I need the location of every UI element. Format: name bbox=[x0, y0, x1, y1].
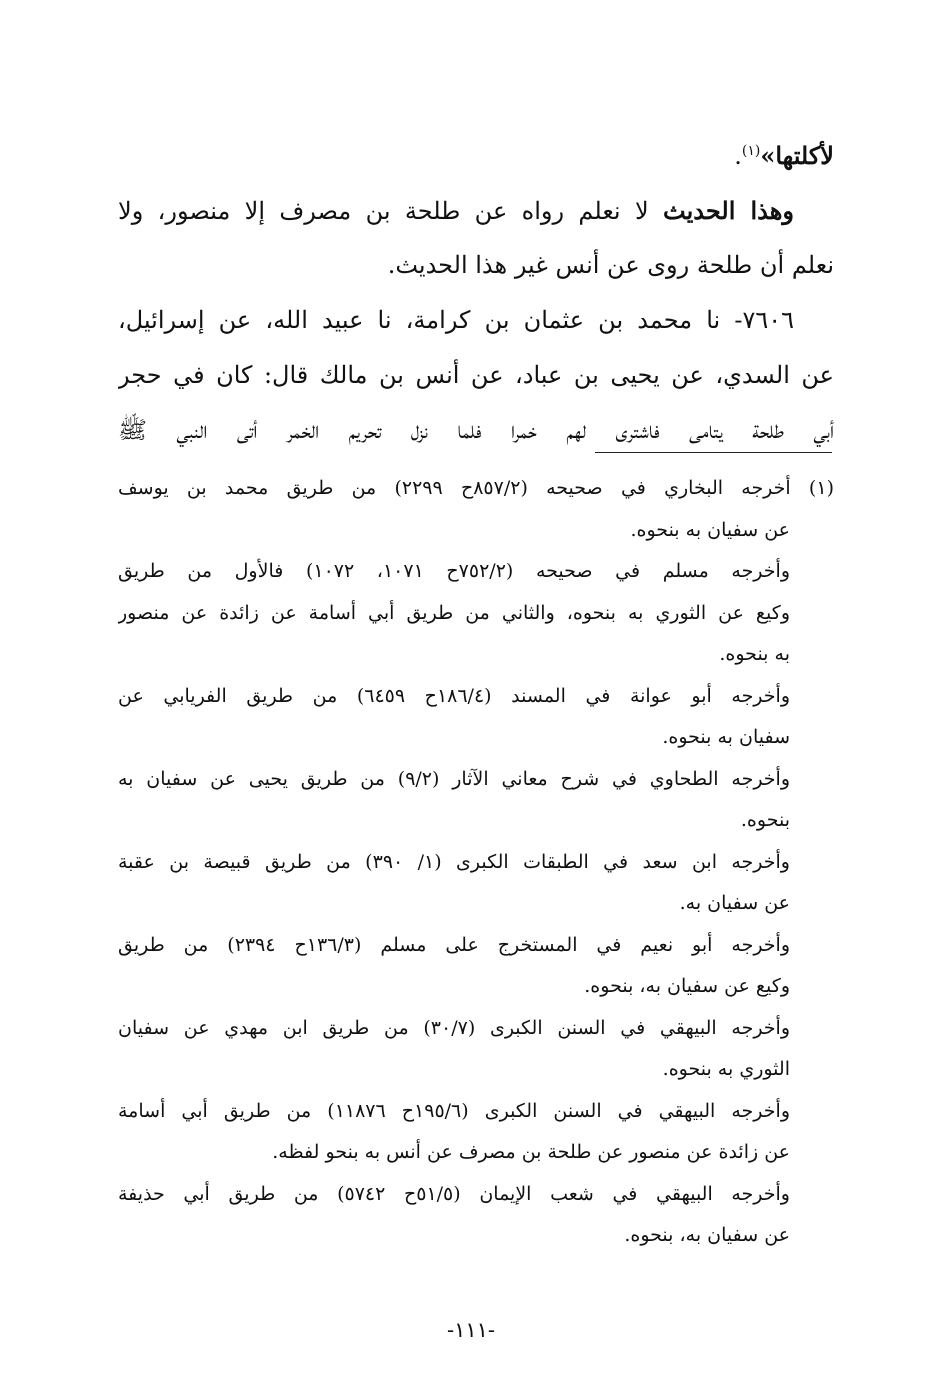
footnote-separator bbox=[595, 452, 832, 453]
hadith-label-bold: وهذا الحديث bbox=[663, 196, 794, 225]
footnote-line: وأخرجه أبو عوانة في المسند (١٨٦/٤ح ٦٤٥٩) من طريق الفريابي عن bbox=[118, 684, 790, 707]
footnote-line: وأخرجه البيهقي في السنن الكبرى (١٩٥/٦ح ١١٨٧٦) من طريق أبي أسامة bbox=[118, 1099, 790, 1122]
quote-end-bold: لأكلتها» bbox=[760, 141, 834, 170]
footnote-line: به بنحوه. bbox=[719, 643, 790, 665]
footnotes bbox=[118, 468, 834, 1257]
main-line: نعلم أن طلحة روى عن أنس غير هذا الحديث. bbox=[387, 251, 834, 279]
main-line: ٧٦٠٦- نا محمد بن عثمان بن كرامة، نا عبيد الله، عن إسرائيل، bbox=[118, 306, 794, 334]
footnote-line: عن سفيان به بنحوه. bbox=[630, 518, 790, 541]
main-line-text: لا نعلم رواه عن طلحة بن مصرف إلا منصور، ولا bbox=[118, 197, 649, 225]
footnote-line: وأخرجه الطحاوي في شرح معاني الآثار (٩/٢) من طريق يحيى عن سفيان به bbox=[118, 767, 791, 790]
main-line: أبي طلحة يتامى فاشترى لهم خمرا فلما نزل تحريم الخمر أتى النبي ﷺ bbox=[118, 416, 834, 444]
footnote-line: وأخرجه مسلم في صحيحه (٧٥٢/٢ح ١٠٧١، ١٠٧٢) فالأول من طريق bbox=[118, 560, 790, 582]
main-text bbox=[118, 128, 834, 458]
footnote-ref: (١) bbox=[741, 143, 761, 159]
page-number: -١١١- bbox=[446, 1318, 496, 1342]
footnote-line: وأخرجه ابن سعد في الطبقات الكبرى (١/ ٣٩٠) من طريق قبيصة بن عقبة bbox=[118, 850, 790, 873]
footnote-line: الثوري به بنحوه. bbox=[662, 1058, 790, 1080]
main-line: عن السدي، عن يحيى بن عباد، عن أنس بن مالك قال: كان في حجر bbox=[118, 361, 834, 389]
footnote-line: وأخرجه البيهقي في شعب الإيمان (٥١/٥ح ٥٧٤٢) من طريق أبي حذيفة bbox=[118, 1182, 790, 1205]
footnote-line: عن سفيان به، بنحوه. bbox=[624, 1224, 790, 1246]
footnote-line: بنحوه. bbox=[740, 809, 790, 831]
footnote-line: وكيع عن الثوري به بنحوه، والثاني من طريق أبي أسامة عن زائدة عن منصور bbox=[118, 601, 790, 624]
footnote-line: وكيع عن سفيان به، بنحوه. bbox=[584, 975, 790, 997]
footnote-line: عن سفيان به. bbox=[679, 892, 790, 914]
footnote-line: وأخرجه أبو نعيم في المستخرج على مسلم (١٣٦/٣ح ٢٣٩٤) من طريق bbox=[118, 933, 791, 956]
footnote-line: وأخرجه البيهقي في السنن الكبرى (٣٠/٧) من طريق ابن مهدي عن سفيان bbox=[118, 1016, 790, 1039]
period: . bbox=[734, 142, 742, 170]
footnote-line: (١) أخرجه البخاري في صحيحه (٨٥٧/٢ح ٢٢٩٩) من طريق محمد بن يوسف bbox=[118, 477, 834, 499]
main-line bbox=[118, 128, 834, 183]
footnote-line: عن زائدة عن منصور عن طلحة بن مصرف عن أنس به بنحو لفظه. bbox=[272, 1141, 790, 1163]
main-line bbox=[118, 183, 834, 238]
footnote-line: سفيان به بنحوه. bbox=[662, 726, 790, 748]
